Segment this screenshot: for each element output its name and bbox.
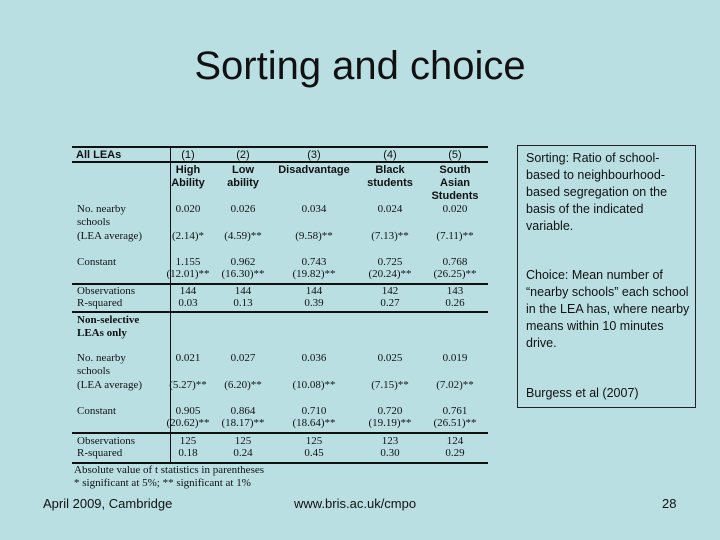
table-rule <box>72 146 488 148</box>
t-statistic: (7.13)** <box>371 230 409 242</box>
t-statistic: (18.64)** <box>292 417 336 429</box>
table-rule <box>72 161 488 163</box>
panel-label: Non-selective <box>77 314 140 326</box>
table-note: Absolute value of t statistics in parentheses <box>74 464 265 476</box>
table-rule <box>72 432 488 434</box>
observations: 144 <box>305 285 323 297</box>
page-number: 28 <box>662 496 677 511</box>
t-statistic: (10.08)** <box>292 379 336 391</box>
coefficient: 0.962 <box>230 256 256 268</box>
row-label: Observations <box>77 435 136 447</box>
column-header: ability <box>227 177 259 189</box>
t-statistic: (6.20)** <box>224 379 262 391</box>
row-label: (LEA average) <box>77 379 143 391</box>
footer-url: www.bris.ac.uk/cmpo <box>294 496 417 511</box>
column-header: Black <box>375 164 405 176</box>
row-label: schools <box>77 216 110 228</box>
column-header: Ability <box>171 177 205 189</box>
observations: 143 <box>446 285 464 297</box>
t-statistic: (7.11)** <box>436 230 474 242</box>
coefficient: 0.034 <box>301 203 327 215</box>
r-squared: 0.30 <box>380 447 400 459</box>
coefficient: 0.027 <box>230 352 256 364</box>
t-statistic: (26.51)** <box>433 417 477 429</box>
table-divider <box>170 146 171 463</box>
observations: 144 <box>234 285 252 297</box>
t-statistic: (4.59)** <box>224 230 262 242</box>
coefficient: 0.020 <box>442 203 468 215</box>
coefficient: 0.036 <box>301 352 327 364</box>
t-statistic: (9.58)** <box>295 230 333 242</box>
coefficient: 0.743 <box>301 256 327 268</box>
observations: 125 <box>179 435 197 447</box>
coefficient: 0.019 <box>442 352 468 364</box>
coefficient: 0.021 <box>175 352 201 364</box>
coefficient: 0.761 <box>442 405 468 417</box>
column-header: High <box>175 164 201 176</box>
t-statistic: (20.62)** <box>166 417 210 429</box>
sorting-text: : Ratio of school-based to neighbourhood-based segregation on the basis of the indicated variable. <box>526 151 668 233</box>
r-squared: 0.39 <box>304 297 324 309</box>
t-statistic: (16.30)** <box>221 268 265 280</box>
panel-label: LEAs only <box>77 327 127 339</box>
column-number: (3) <box>307 149 321 161</box>
sorting-term: Sorting <box>526 151 566 165</box>
coefficient: 0.024 <box>377 203 403 215</box>
observations: 125 <box>234 435 252 447</box>
t-statistic: (18.17)** <box>221 417 265 429</box>
coefficient: 0.025 <box>377 352 403 364</box>
definitions-box <box>517 145 696 408</box>
column-header: Students <box>431 190 479 202</box>
column-header: Disadvantage <box>278 164 350 176</box>
row-label: R-squared <box>77 447 123 459</box>
column-header: Low <box>232 164 254 176</box>
r-squared: 0.45 <box>304 447 324 459</box>
panel-label: All LEAs <box>76 149 122 161</box>
column-header: students <box>367 177 413 189</box>
choice-text: : Mean number of “nearby schools” each school in the LEA has, where nearby means within 10 minutes drive. <box>526 268 690 350</box>
observations: 142 <box>381 285 399 297</box>
r-squared: 0.26 <box>445 297 465 309</box>
coefficient: 0.768 <box>442 256 468 268</box>
choice-definition <box>526 267 691 352</box>
column-number: (4) <box>383 149 397 161</box>
observations: 144 <box>179 285 197 297</box>
column-header: South <box>439 164 471 176</box>
observations: 125 <box>305 435 323 447</box>
t-statistic: (7.15)** <box>371 379 409 391</box>
r-squared: 0.29 <box>445 447 465 459</box>
sorting-definition <box>526 150 691 235</box>
coefficient: 0.026 <box>230 203 256 215</box>
r-squared: 0.27 <box>380 297 400 309</box>
t-statistic: (7.02)** <box>436 379 474 391</box>
t-statistic: (20.24)** <box>368 268 412 280</box>
slide-title: Sorting and choice <box>194 44 526 88</box>
t-statistic: (2.14)* <box>171 230 205 242</box>
r-squared: 0.13 <box>233 297 253 309</box>
r-squared: 0.03 <box>178 297 198 309</box>
coefficient: 0.905 <box>175 405 201 417</box>
citation: Burgess et al (2007) <box>526 386 639 400</box>
footer-date: April 2009, Cambridge <box>43 496 173 511</box>
t-statistic: (26.25)** <box>433 268 477 280</box>
row-label: Observations <box>77 285 136 297</box>
r-squared: 0.24 <box>233 447 253 459</box>
coefficient: 0.020 <box>175 203 201 215</box>
table-rule <box>72 311 488 313</box>
table-note: * significant at 5%; ** significant at 1% <box>74 477 251 489</box>
column-header: Asian <box>440 177 470 189</box>
row-label: R-squared <box>77 297 123 309</box>
observations: 124 <box>446 435 464 447</box>
coefficient: 1.155 <box>175 256 201 268</box>
observations: 123 <box>381 435 399 447</box>
t-statistic: (19.82)** <box>292 268 336 280</box>
coefficient: 0.720 <box>377 405 403 417</box>
t-statistic: (5.27)** <box>169 379 207 391</box>
column-number: (1) <box>181 149 195 161</box>
t-statistic: (12.01)** <box>166 268 210 280</box>
coefficient: 0.864 <box>230 405 256 417</box>
coefficient: 0.725 <box>377 256 403 268</box>
coefficient: 0.710 <box>301 405 327 417</box>
row-label: Constant <box>77 405 117 417</box>
column-number: (2) <box>236 149 250 161</box>
row-label: Constant <box>77 256 117 268</box>
row-label: (LEA average) <box>77 230 143 242</box>
row-label: No. nearby <box>77 352 126 364</box>
row-label: No. nearby <box>77 203 126 215</box>
choice-term: Choice <box>526 268 565 282</box>
r-squared: 0.18 <box>178 447 198 459</box>
row-label: schools <box>77 365 110 377</box>
t-statistic: (19.19)** <box>368 417 412 429</box>
column-number: (5) <box>448 149 462 161</box>
